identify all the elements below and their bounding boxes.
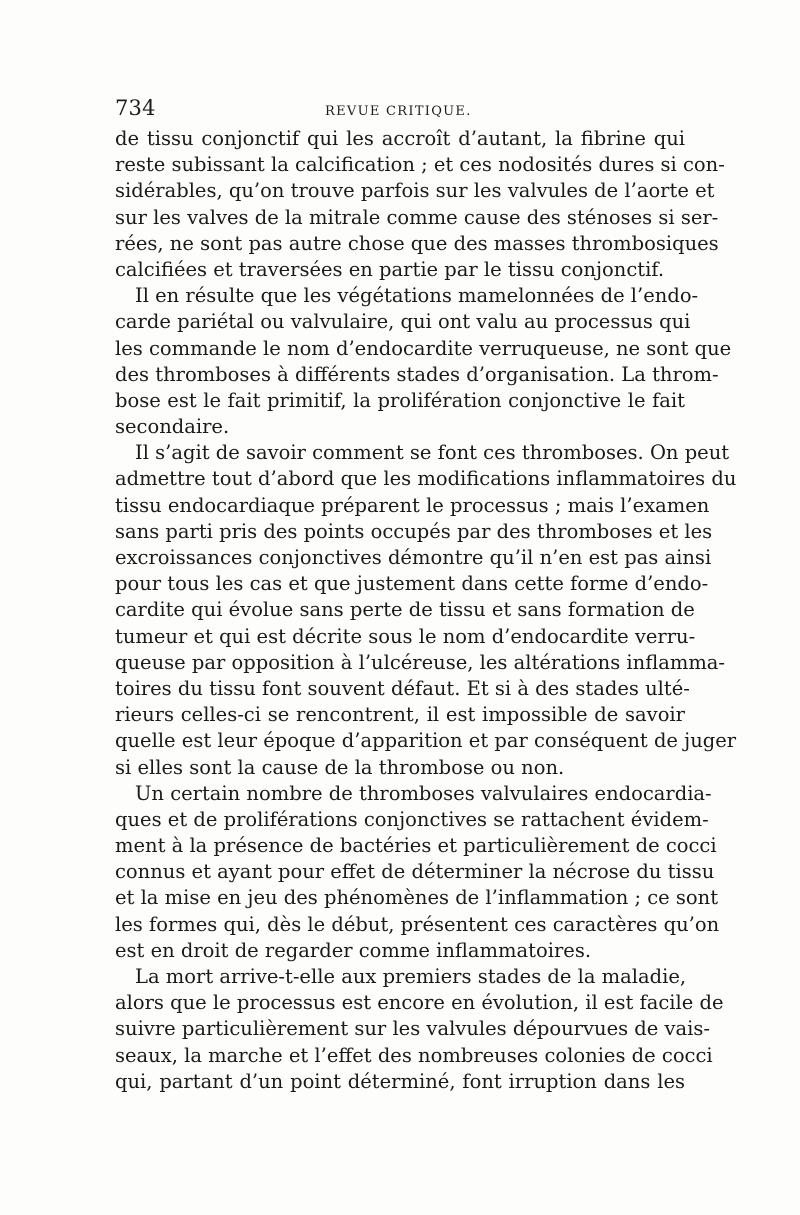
text-line: bose est le fait primitif, la prolifération conjonctive le fait (115, 388, 685, 412)
body-text (115, 126, 737, 1095)
text-line: de tissu conjonctif qui les accroît d’autant, la fibrine qui (115, 127, 685, 150)
text-line: Il en résulte que les végétations mamelonnées de l’endo- (135, 284, 699, 308)
text-line: suivre particulièrement sur les valvules dépourvues de vais- (115, 1017, 711, 1041)
text-line: queuse par opposition à l’ulcéreuse, les altérations inflamma- (115, 650, 726, 674)
text-line: est en droit de regarder comme inflammatoires. (115, 938, 592, 962)
text-line: sur les valves de la mitrale comme cause des sténoses si ser- (115, 205, 719, 229)
text-line: et la mise en jeu des phénomènes de l’inflammation ; ce sont (115, 886, 719, 910)
text-line: secondaire. (115, 415, 230, 439)
text-line: calcifiées et traversées en partie par le tissu conjonctif. (115, 257, 665, 281)
text-line: tissu endocardiaque préparent le processus ; mais l’examen (115, 493, 710, 517)
text-line: tumeur et qui est décrite sous le nom d’endocardite verru- (115, 624, 696, 648)
text-line: qui, partant d’un point déterminé, font irruption dans les (115, 1069, 685, 1093)
page-number: 734 (115, 96, 156, 120)
text-line: des thromboses à différents stades d’organisation. La throm- (115, 362, 719, 386)
text-line: si elles sont la cause de la thrombose ou non. (115, 755, 565, 779)
text-line: toires du tissu font souvent défaut. Et si à des stades ulté- (115, 676, 690, 700)
text-line: seaux, la marche et l’effet des nombreuses colonies de cocci (115, 1043, 713, 1067)
text-line: les formes qui, dès le début, présentent ces caractères qu’on (115, 912, 720, 936)
text-line: cardite qui évolue sans perte de tissu et sans formation de (115, 598, 695, 622)
text-line: sans parti pris des points occupés par des thromboses et les (115, 519, 713, 543)
text-line: pour tous les cas et que justement dans cette forme d’endo- (115, 572, 709, 596)
text-line: Un certain nombre de thromboses valvulaires endocardia- (135, 781, 712, 805)
text-line: reste subissant la calcification ; et ces nodosités dures si con- (115, 153, 725, 177)
text-line: alors que le processus est encore en évolution, il est facile de (115, 991, 724, 1015)
text-line: Il s’agit de savoir comment se font ces thromboses. On peut (135, 441, 730, 465)
text-line: rieurs celles-ci se rencontrent, il est impossible de savoir (115, 703, 685, 727)
running-title: REVUE CRITIQUE. (325, 104, 472, 119)
text-line: connus et ayant pour effet de déterminer la nécrose du tissu (115, 860, 715, 884)
text-line: admettre tout d’abord que les modifications inflammatoires du (115, 467, 737, 491)
text-line: excroissances conjonctives démontre qu’il n’en est pas ainsi (115, 546, 712, 569)
page-header (115, 96, 685, 126)
text-line: sidérables, qu’on trouve parfois sur les valvules de l’aorte et (115, 179, 715, 203)
text-line: ment à la présence de bactéries et particulièrement de cocci (115, 834, 717, 858)
text-line: carde pariétal ou valvulaire, qui ont valu au processus qui (115, 310, 691, 334)
text-line: les commande le nom d’endocardite verruqueuse, ne sont que (115, 336, 732, 360)
text-line: La mort arrive-t-elle aux premiers stades de la maladie, (135, 965, 687, 988)
text-line: quelle est leur époque d’apparition et par conséquent de juger (115, 729, 737, 753)
text-line: ques et de proliférations conjonctives se rattachent évidem- (115, 807, 709, 831)
text-line: rées, ne sont pas autre chose que des masses thrombosiques (115, 231, 719, 255)
